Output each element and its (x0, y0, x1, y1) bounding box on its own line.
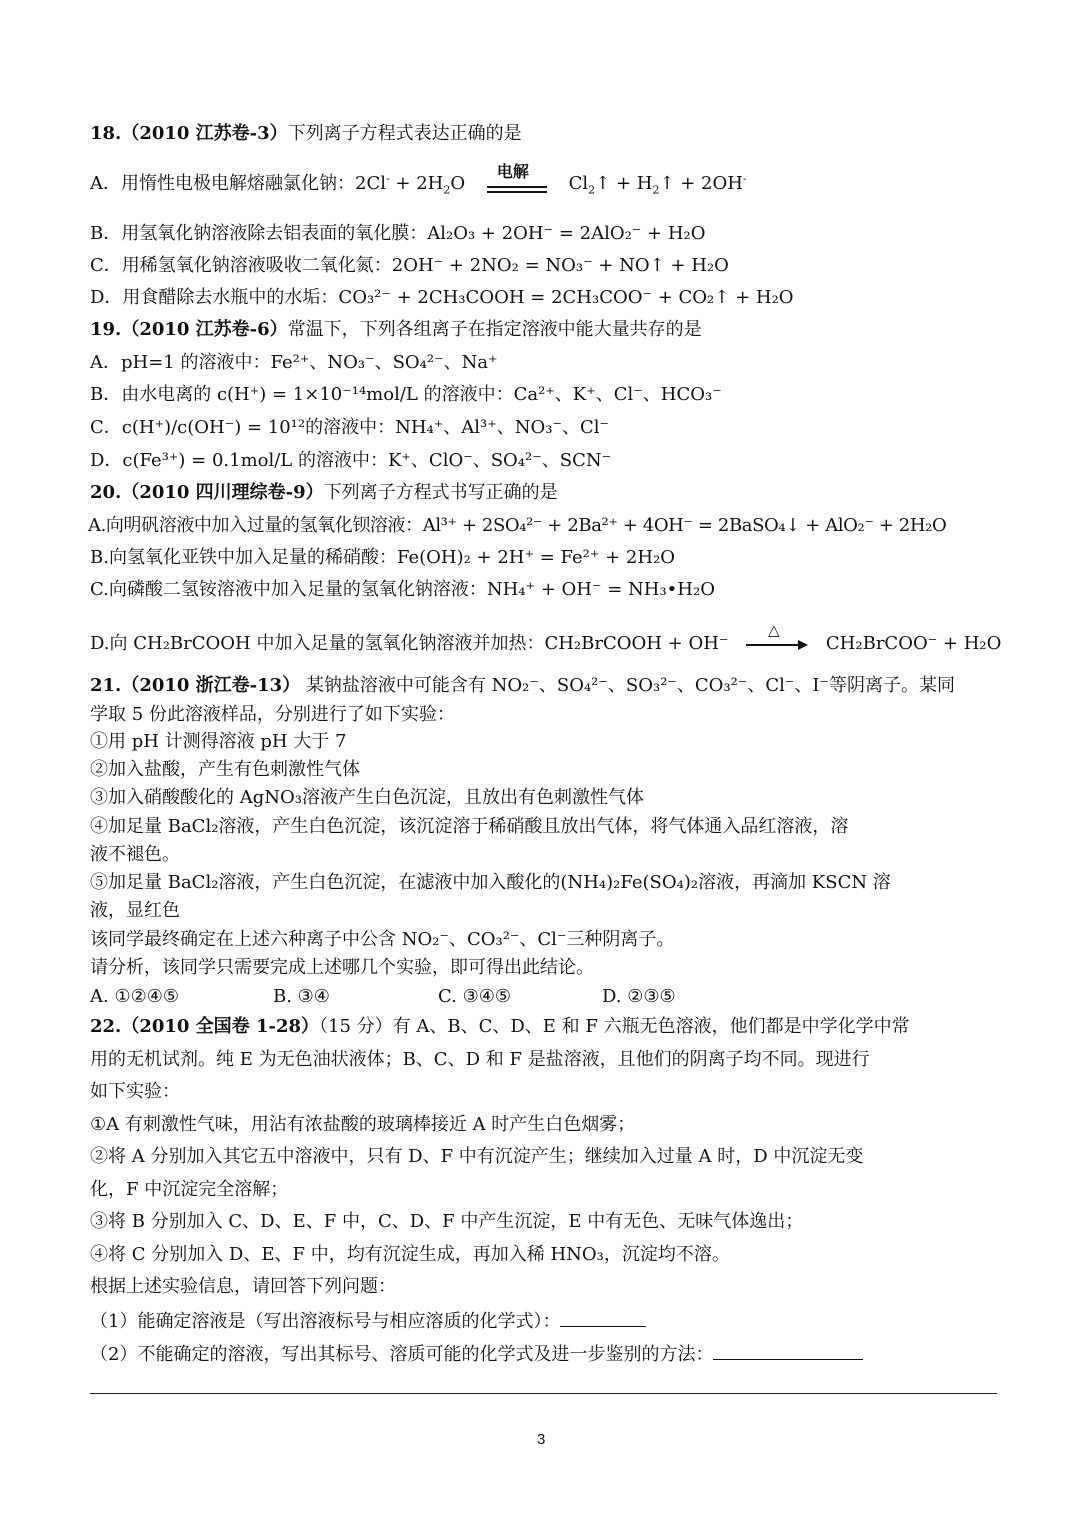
question-21-conclusion: 该同学最终确定在上述六种离子中公含 NO₂⁻、CO₃²⁻、Cl⁻三种阴离子。 (90, 929, 675, 950)
question-21-experiment-3: ③加入硝酸酸化的 AgNO₃溶液产生白色沉淀，且放出有色刺激性气体 (90, 787, 644, 808)
question-18-stem: 下列离子方程式表达正确的是 (287, 123, 522, 144)
answer-blank-2[interactable] (713, 1341, 863, 1360)
question-22-source: 22.（2010 全国卷 1-28） (90, 1016, 319, 1037)
question-21-heading (90, 674, 955, 698)
question-21-experiment-4-cont: 液不褪色。 (90, 844, 180, 865)
question-21-options (90, 985, 785, 1009)
question-21-option-b: B. ③④ (273, 986, 330, 1007)
q18-a-part5: ↑ + 2OH (659, 173, 743, 194)
question-21-option-a: A. ①②④⑤ (90, 986, 179, 1007)
q18-a-part1: A．用惰性电极电解熔融氯化钠：2Cl (90, 173, 386, 194)
question-18-heading (90, 122, 522, 146)
heating-arrow (746, 621, 808, 656)
question-18-source: 18.（2010 江苏卷-3） (90, 123, 288, 144)
question-21-stem: 某钠盐溶液中可能含有 NO₂⁻、SO₄²⁻、SO₃²⁻、CO₃²⁻、Cl⁻、I⁻等阴离子。某同 (300, 675, 956, 696)
question-22-stem: （15 分）有 A、B、C、D、E 和 F 六瓶无色溶液，他们都是中学化学中常 (319, 1016, 910, 1037)
page-number: 3 (537, 1431, 546, 1448)
electrolysis-condition (487, 162, 547, 196)
question-20-option-b: B.向氢氧化亚铁中加入足量的稀硝酸：Fe(OH)₂ + 2H⁺ = Fe²⁺ + 2H₂O (90, 547, 676, 568)
question-18-option-b: B．用氢氧化钠溶液除去铝表面的氧化膜：Al₂O₃ + 2OH⁻ = 2AlO₂⁻ + H₂O (90, 223, 706, 244)
question-21-option-c: C. ③④⑤ (438, 986, 511, 1007)
question-19-option-a: A．pH=1 的溶液中：Fe²⁺、NO₃⁻、SO₄²⁻、Na⁺ (90, 352, 498, 373)
question-21-ask: 请分析，该同学只需要完成上述哪几个实验，即可得出此结论。 (90, 957, 594, 978)
question-19-option-d: D．c(Fe³⁺) = 0.1mol/L 的溶液中：K⁺、ClO⁻、SO₄²⁻、SCN⁻ (90, 450, 612, 471)
question-21-experiment-2: ②加入盐酸，产生有色刺激性气体 (90, 759, 360, 780)
question-20-source: 20.（2010 四川理综卷-9） (90, 482, 324, 503)
question-21-experiment-1: ①用 pH 计测得溶液 pH 大于 7 (90, 731, 347, 752)
question-19-source: 19.（2010 江苏卷-6） (90, 319, 288, 340)
question-20-option-c: C.向磷酸二氢铵溶液中加入足量的氢氧化钠溶液：NH₄⁺ + OH⁻ = NH₃•H₂O (90, 579, 715, 600)
question-20-option-d (90, 621, 1002, 656)
q20-d-part1: D.向 CH₂BrCOOH 中加入足量的氢氧化钠溶液并加热：CH₂BrCOOH + OH⁻ (90, 633, 729, 654)
question-21-stem-line2: 学取 5 份此溶液样品，分别进行了如下实验： (90, 704, 455, 725)
question-19-heading (90, 318, 702, 342)
question-21-experiment-5-cont: 液，显红色 (90, 900, 180, 921)
question-22-ask: 根据上述实验信息，请回答下列问题： (90, 1276, 396, 1297)
q18-a-part3: Cl (568, 173, 589, 194)
question-22-part-1 (90, 1308, 646, 1334)
heating-symbol: △ (768, 621, 780, 639)
question-19-stem: 常温下，下列各组离子在指定溶液中能大量共存的是 (287, 319, 702, 340)
question-21-experiment-4: ④加足量 BaCl₂溶液，产生白色沉淀，该沉淀溶于稀硝酸且放出气体，将气体通入品红溶液，溶 (90, 816, 849, 837)
question-22-experiment-1: ①A 有刺激性气味，用沾有浓盐酸的玻璃棒接近 A 时产生白色烟雾； (90, 1114, 636, 1135)
electrolysis-label: 电解 (496, 162, 529, 181)
question-22-experiment-3: ③将 B 分别加入 C、D、E、F 中，C、D、F 中产生沉淀，E 中有无色、无味气体逸出； (90, 1211, 804, 1232)
question-22-part-2 (90, 1341, 863, 1367)
question-22-experiment-2: ②将 A 分别加入其它五中溶液中，只有 D、F 中有沉淀产生；继续加入过量 A 时，D 中沉淀无变 (90, 1146, 864, 1167)
question-18-option-a: A．用惰性电极电解熔融氯化钠：$2Cl^- + 2H_2O$ 电解 $Cl_2↑$ + $H_2↑ + 2OH^-$ (90, 162, 747, 197)
footer-divider (90, 1393, 997, 1394)
question-20-option-a: A.向明矾溶液中加入过量的氢氧化钡溶液：Al³⁺ + 2SO₄²⁻ + 2Ba²⁺ + 4OH⁻ = 2BaSO₄↓ + AlO₂⁻ + 2H₂O (88, 515, 947, 536)
question-22-stem-line2: 用的无机试剂。纯 E 为无色油状液体；B、C、D 和 F 是盐溶液，且他们的阴离子均不同。现进行 (90, 1049, 870, 1070)
question-22-part-2-text: （2）不能确定的溶液，写出其标号、溶质可能的化学式及进一步鉴别的方法： (90, 1344, 714, 1365)
q20-d-part2: CH₂BrCOO⁻ + H₂O (825, 633, 1002, 654)
q18-a-part4: ↑ + H (595, 173, 653, 194)
question-22-part-1-text: （1）能确定溶液是（写出溶液标号与相应溶质的化学式）： (90, 1311, 561, 1332)
question-19-option-b: B．由水电离的 c(H⁺) = 1×10⁻¹⁴mol/L 的溶液中：Ca²⁺、K⁺、Cl⁻、HCO₃⁻ (90, 384, 722, 405)
question-22-experiment-4: ④将 C 分别加入 D、E、F 中，均有沉淀生成，再加入稀 HNO₃，沉淀均不溶。 (90, 1244, 730, 1265)
question-21-source: 21.（2010 浙江卷-13） (90, 675, 301, 696)
q18-a-part2: + 2H (389, 173, 444, 194)
question-19-option-c: C．c(H⁺)/c(OH⁻) = 10¹²的溶液中：NH₄⁺、Al³⁺、NO₃⁻、Cl⁻ (90, 417, 609, 438)
question-20-stem: 下列离子方程式书写正确的是 (323, 482, 558, 503)
question-21-experiment-5: ⑤加足量 BaCl₂溶液，产生白色沉淀，在滤液中加入酸化的(NH₄)₂Fe(SO₄)₂溶液，再滴加 KSCN 溶 (90, 872, 891, 893)
question-21-option-d: D. ②③⑤ (602, 986, 676, 1007)
question-22-experiment-2-cont: 化，F 中沉淀完全溶解； (90, 1179, 289, 1200)
question-22-stem-line3: 如下实验： (90, 1081, 180, 1102)
answer-blank-1[interactable] (560, 1308, 646, 1327)
question-22-heading (90, 1015, 910, 1039)
question-18-option-c: C．用稀氢氧化钠溶液吸收二氧化氮：2OH⁻ + 2NO₂ = NO₃⁻ + NO↑ + H₂O (90, 255, 729, 276)
question-18-option-d: D．用食醋除去水瓶中的水垢：CO₃²⁻ + 2CH₃COOH = 2CH₃COO⁻ + CO₂↑ + H₂O (90, 287, 794, 308)
question-20-heading (90, 481, 558, 505)
